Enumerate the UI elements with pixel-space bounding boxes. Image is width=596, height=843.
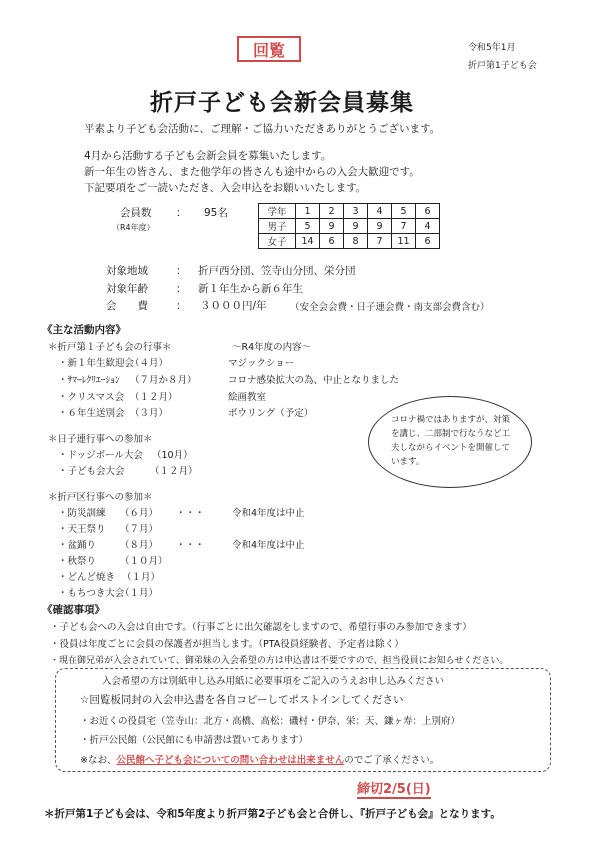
greeting-text: 平素より子ども会活動に、ご理解・ご協力いただきありがとうございます。 [84, 123, 441, 135]
info-colon: ： [176, 265, 187, 277]
event-result: 絵画教室 [228, 392, 267, 403]
event-name: ・ｻﾏｰﾚｸﾘｴｰｼｮﾝ [58, 375, 120, 386]
confirm-item: ・子ども会への入会は自由です。（行事ごとに出欠確認をしますので、希望行事のみ参加できます） [50, 622, 472, 633]
table-cell: 女子 [259, 234, 296, 249]
table-cell: 9 [320, 219, 344, 234]
apply-line: 入会希望の方は別紙申し込み用紙に必要事項をご記入のうえお申し込みください [102, 676, 445, 687]
event-month: （６月） [120, 508, 159, 519]
event-name: ・秋祭り [58, 556, 97, 567]
deadline-text: 締切2/5(日) [357, 782, 431, 797]
table-cell: 男子 [259, 219, 296, 234]
apply-line: ・お近くの役員宅（笠寺山：北方・高橋、高松：磯村・伊奈、栄：天、鎌ヶ寿：上別府） [80, 716, 461, 727]
event-month: （１０月） [120, 556, 168, 567]
event-name: ・６年生送別会 [58, 408, 125, 419]
event-month: （４月） [130, 358, 169, 369]
page-title: 折戸子ども会新会員募集 [150, 90, 414, 116]
table-cell: 14 [296, 234, 320, 249]
apply-line: ・折戸公民館（公民館にも申請書は置いてあります） [80, 735, 309, 746]
table-cell: 11 [392, 234, 416, 249]
event-month: （８月） [120, 540, 159, 551]
table-cell: 学年 [259, 204, 296, 219]
intro-line: 新一年生の皆さん、また他学年の皆さんも途中からの入会大歓迎です。 [84, 166, 420, 178]
confirm-item: ・現在御兄弟が入会されていて、御弟妹の入会希望の方は申込書は不要ですので、担当役員にお知らせください。 [50, 656, 509, 666]
event-name: ・防災訓練 [58, 508, 106, 519]
footer-note [44, 806, 501, 821]
event-month: （１２月） [150, 466, 198, 477]
event-month: （７月） [120, 524, 159, 535]
event-month: （７月か８月） [130, 375, 197, 386]
info-value-age: 新１年生から新６年生 [198, 283, 303, 295]
table-cell: 1 [296, 204, 320, 219]
issue-date: 令和5年1月 [468, 43, 516, 53]
confirm-heading: 《確認事項》 [42, 604, 105, 616]
table-cell: 9 [344, 219, 368, 234]
table-cell: 8 [344, 234, 368, 249]
deadline [357, 778, 431, 797]
activities-heading: 《主な活動内容》 [42, 324, 126, 336]
table-cell: 4 [368, 204, 392, 219]
table-cell: 3 [344, 204, 368, 219]
info-colon: ： [176, 283, 187, 295]
table-cell: 5 [296, 219, 320, 234]
table-cell: 6 [416, 204, 440, 219]
organization-name: 折戸第1子ども会 [468, 61, 537, 71]
event-dots: ・・・ [176, 540, 205, 551]
event-result: 令和4年度は中止 [232, 508, 305, 519]
members-colon: ： [176, 207, 187, 219]
event-name: ・子ども会大会 [58, 466, 125, 477]
table-cell: 6 [416, 234, 440, 249]
members-table [258, 203, 440, 249]
event-name: ・もちつき大会 [58, 588, 125, 599]
info-label-age: 対象年齢 [106, 283, 148, 295]
table-cell: 6 [320, 234, 344, 249]
info-fee-note: （安全会会費・日子連会費・南支部会費含む） [290, 302, 490, 313]
intro-line: 下記要項をご一読いただき、入会申込をお願いいたします。 [84, 182, 367, 194]
table-row [259, 234, 440, 249]
info-label-fee: 会 費 [106, 300, 148, 312]
confirm-item: ・役員は年度ごとに会員の保護者が担当します。（PTA役員経験者、予定者は除く） [50, 639, 404, 650]
table-cell: 5 [392, 204, 416, 219]
event-month: （10月） [152, 450, 193, 461]
table-cell: 4 [416, 219, 440, 234]
members-count: 95名 [204, 207, 228, 219]
event-result: コロナ感染拡大の為、中止となりました [228, 375, 400, 386]
info-label-area: 対象地域 [106, 265, 148, 277]
event-name: ・盆踊り [58, 540, 97, 551]
event-month: （３月） [130, 408, 169, 419]
table-row [259, 204, 440, 219]
event-result: マジックショー [228, 358, 295, 369]
apply-note-pre: ※なお、 [80, 755, 117, 766]
event-month: （１２月） [130, 392, 178, 403]
members-note: （R4年度） [112, 223, 155, 232]
table-cell: 9 [368, 219, 392, 234]
group1-title: ＊折戸第１子ども会の行事＊ [48, 342, 172, 353]
speech-bubble: コロナ禍ではありますが、対策を講じ、二部制で行なうなど工夫しながらイベントを開催しています。 [368, 396, 532, 488]
intro-line: 4月から活動する子ども会新会員を募集いたします。 [84, 150, 332, 162]
info-value-area: 折戸西分団、笠寺山分団、栄分団 [198, 265, 356, 277]
group2-title: ＊日子連行事への参加＊ [48, 434, 153, 445]
table-cell: 2 [320, 204, 344, 219]
footer-pre: ＊折戸第1子ども会は、令和5年度より折戸第2子ども会と合併し、『 [44, 808, 366, 820]
event-name: ・ドッジボール大会 [58, 450, 143, 461]
apply-line: ☆回覧板同封の入会申込書を各自コピーしてポストインしてください [80, 694, 404, 706]
group3-title: ＊折戸区行事への参加＊ [48, 492, 153, 503]
event-result: 令和4年度は中止 [232, 540, 305, 551]
apply-note [80, 752, 439, 766]
event-dots: ・・・ [176, 508, 205, 519]
event-name: ・クリスマス会 [58, 392, 125, 403]
apply-note-post: のでご了承ください。 [344, 755, 440, 766]
event-month: （１月） [120, 588, 159, 599]
table-row [259, 219, 440, 234]
kairan-badge: 回覧 [237, 36, 301, 62]
footer-post: 』となります。 [428, 808, 501, 820]
event-name: ・天王祭り [58, 524, 106, 535]
apply-note-warning: 公民館へ子ども会についての問い合わせは出来ません [116, 755, 345, 766]
footer-name: 折戸子ども会 [365, 808, 429, 820]
event-name: ・どんど焼き [58, 572, 116, 583]
members-label: 会員数 [120, 207, 152, 219]
table-cell: 7 [392, 219, 416, 234]
event-name: ・新１年生歓迎会 [58, 358, 135, 369]
group1-note: ～R4年度の内容～ [232, 342, 312, 353]
event-result: ボウリング（予定） [228, 408, 314, 419]
table-cell: 7 [368, 234, 392, 249]
info-colon: ： [176, 300, 187, 312]
info-value-fee: ３０００円/年 [200, 300, 267, 312]
event-month: （１月） [122, 572, 161, 583]
